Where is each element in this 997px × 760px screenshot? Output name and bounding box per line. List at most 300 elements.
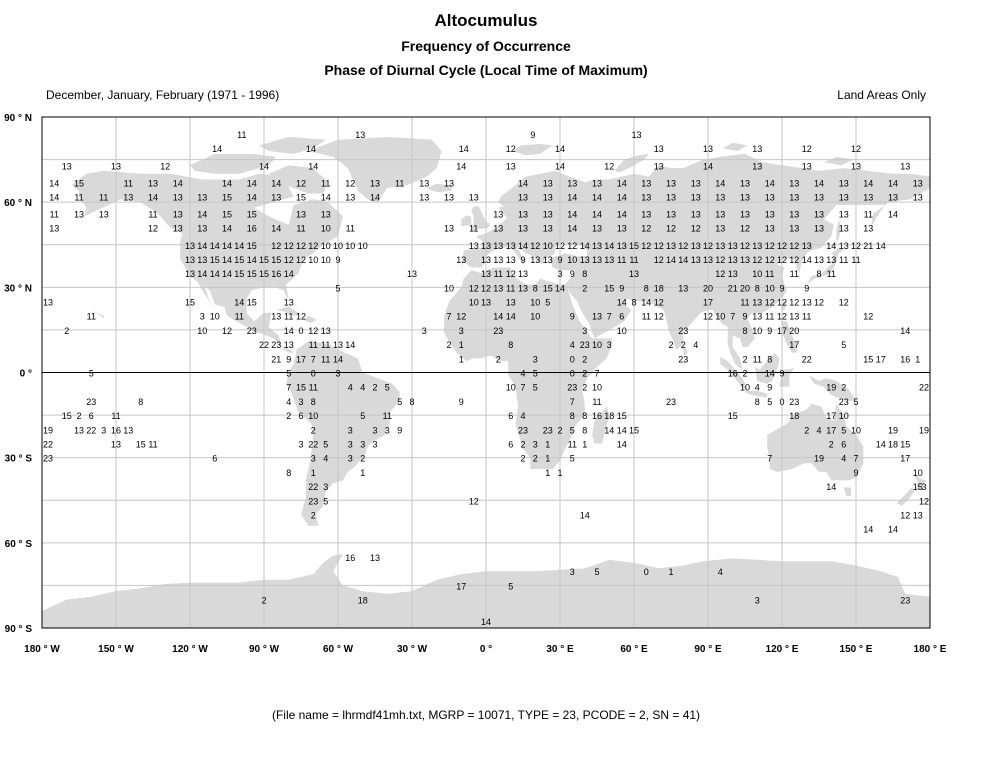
phase-value: 13 <box>123 425 134 436</box>
phase-value: 13 <box>197 254 208 265</box>
phase-value: 3 <box>298 439 304 450</box>
phase-value: 9 <box>767 382 773 393</box>
phase-value: 15 <box>271 254 282 265</box>
phase-value: 12 <box>160 161 171 172</box>
phase-value: 2 <box>76 411 82 422</box>
phase-value: 13 <box>912 178 923 189</box>
longitude-label: 90 ° W <box>248 644 280 655</box>
phase-value: 13 <box>863 192 874 203</box>
phase-value: 22 <box>86 425 97 436</box>
phase-value: 11 <box>321 178 331 189</box>
phase-value: 3 <box>557 269 563 280</box>
phase-value: 14 <box>616 192 627 203</box>
chart-subtitle-frequency: Frequency of Occurrence <box>401 38 571 54</box>
phase-value: 5 <box>767 396 773 407</box>
phase-value: 3 <box>310 453 316 464</box>
phase-value: 13 <box>591 223 603 234</box>
phase-value: 12 <box>918 496 930 507</box>
phase-value: 13 <box>443 223 455 234</box>
phase-value: 13 <box>480 254 492 265</box>
latitude-label: 0 ° <box>19 368 32 380</box>
phase-value: 13 <box>789 209 800 220</box>
phase-value: 0 <box>298 325 304 336</box>
phase-value: 13 <box>517 209 529 220</box>
phase-value: 12 <box>850 240 862 251</box>
phase-value: 2 <box>310 510 316 521</box>
phase-value: 13 <box>517 283 529 294</box>
phase-value: 12 <box>641 223 652 234</box>
phase-value: 17 <box>456 581 467 592</box>
phase-value: 14 <box>801 254 812 265</box>
phase-value: 8 <box>767 354 773 365</box>
phase-value: 13 <box>764 192 775 203</box>
phase-value: 13 <box>197 192 208 203</box>
phase-value: 13 <box>369 553 381 563</box>
phase-value: 12 <box>764 297 775 308</box>
phase-value: 16 <box>727 368 738 379</box>
longitude-label: 90 ° E <box>694 644 722 655</box>
phase-value: 22 <box>42 439 54 450</box>
phase-value: 9 <box>742 311 748 322</box>
phase-value: 13 <box>838 192 849 203</box>
phase-value: 3 <box>532 439 538 450</box>
phase-value: 18 <box>653 283 664 294</box>
phase-value: 12 <box>295 240 307 251</box>
phase-value: 11 <box>148 209 158 220</box>
phase-value: 10 <box>332 240 344 251</box>
phase-value: 10 <box>739 382 751 393</box>
phase-value: 15 <box>628 240 640 251</box>
phase-value: 20 <box>702 283 714 294</box>
phase-value: 15 <box>258 254 270 265</box>
longitude-label: 150 ° E <box>839 644 873 655</box>
phase-value: 14 <box>875 439 886 450</box>
phase-value: 13 <box>493 254 504 265</box>
phase-value: 7 <box>520 382 526 393</box>
phase-value: 12 <box>863 311 874 322</box>
phase-value: 5 <box>88 368 94 379</box>
phase-value: 13 <box>752 144 763 155</box>
phase-value: 13 <box>631 130 642 140</box>
phase-value: 12 <box>295 178 307 189</box>
phase-value: 13 <box>838 240 849 251</box>
phase-value: 2 <box>360 453 366 464</box>
phase-value: 13 <box>789 178 800 189</box>
phase-value: 11 <box>839 254 849 265</box>
phase-value: 20 <box>739 283 751 294</box>
phase-value: 13 <box>838 178 849 189</box>
phase-value: 13 <box>641 178 652 189</box>
phase-value: 11 <box>284 311 294 322</box>
phase-value: 13 <box>73 425 85 436</box>
phase-value: 11 <box>740 297 750 308</box>
phase-value: 2 <box>680 340 686 351</box>
phase-value: 13 <box>690 240 701 251</box>
phase-value: 14 <box>517 240 529 251</box>
phase-value: 14 <box>49 178 60 189</box>
phase-value: 4 <box>286 396 292 407</box>
phase-value: 7 <box>286 382 292 393</box>
phase-value: 13 <box>739 192 751 203</box>
phase-value: 11 <box>99 192 109 203</box>
phase-value: 14 <box>665 254 677 265</box>
phase-value: 14 <box>283 325 294 336</box>
phase-value: 13 <box>542 223 553 234</box>
phase-value: 13 <box>653 161 664 172</box>
phase-value: 14 <box>212 144 223 155</box>
phase-value: 4 <box>520 368 526 379</box>
phase-value: 10 <box>345 240 356 251</box>
phase-value: 13 <box>332 340 344 351</box>
phase-value: 0 <box>643 567 649 578</box>
phase-value: 17 <box>789 340 800 351</box>
phase-value: 13 <box>579 254 590 265</box>
phase-value: 12 <box>295 311 307 322</box>
phase-value: 21 <box>727 283 738 294</box>
phase-value: 23 <box>246 325 257 336</box>
phase-value: 13 <box>172 209 183 220</box>
phase-value: 6 <box>508 439 514 450</box>
phase-value: 1 <box>458 354 464 365</box>
phase-value: 13 <box>838 209 849 220</box>
phase-value: 7 <box>767 453 773 464</box>
phase-value: 13 <box>764 209 775 220</box>
phase-value: 2 <box>446 340 452 351</box>
phase-value: 12 <box>900 510 911 521</box>
phase-value: 14 <box>554 161 566 172</box>
phase-value: 1 <box>668 567 674 578</box>
phase-value: 4 <box>347 382 353 393</box>
phase-value: 12 <box>665 223 677 234</box>
phase-value: 15 <box>73 178 85 189</box>
phase-value: 2 <box>286 411 292 422</box>
phase-value: 14 <box>517 178 529 189</box>
phase-value: 13 <box>604 254 615 265</box>
phase-value: 14 <box>604 240 615 251</box>
phase-value: 11 <box>851 254 861 265</box>
phase-value: 14 <box>863 524 874 535</box>
phase-value: 15 <box>628 425 640 436</box>
phase-value: 10 <box>838 411 849 422</box>
phase-value: 13 <box>715 192 726 203</box>
phase-value: 16 <box>246 223 257 234</box>
phase-value: 12 <box>715 254 726 265</box>
phase-value: 8 <box>631 297 637 308</box>
phase-value: 12 <box>295 254 307 265</box>
phase-value: 1 <box>545 467 551 478</box>
phase-value: 13 <box>727 269 738 280</box>
phase-value: 13 <box>739 254 751 265</box>
phase-value: 12 <box>702 311 714 322</box>
phase-value: 13 <box>345 192 356 203</box>
phase-value: 14 <box>616 178 627 189</box>
phase-value: 14 <box>591 209 603 220</box>
phase-value: 12 <box>690 223 701 234</box>
phase-value: 13 <box>813 223 825 234</box>
longitude-label: 150 ° W <box>98 644 134 655</box>
phase-value: 3 <box>384 425 390 436</box>
phase-value: 3 <box>372 439 378 450</box>
phase-value: 13 <box>110 161 122 172</box>
phase-value: 13 <box>443 178 455 189</box>
phase-value: 14 <box>641 297 652 308</box>
phase-value: 2 <box>582 283 588 294</box>
phase-value: 11 <box>826 269 836 280</box>
phase-value: 13 <box>493 223 504 234</box>
phase-value: 5 <box>532 382 538 393</box>
phase-value: 5 <box>569 453 575 464</box>
phase-value: 2 <box>557 425 563 436</box>
longitude-label: 30 ° W <box>396 644 428 655</box>
phase-value: 5 <box>841 425 847 436</box>
phase-value: 23 <box>42 453 54 464</box>
phase-value: 14 <box>813 178 825 189</box>
phase-value: 14 <box>887 209 899 220</box>
phase-value: 13 <box>616 240 627 251</box>
phase-value: 11 <box>567 439 577 450</box>
phase-value: 7 <box>853 453 859 464</box>
phase-value: 3 <box>347 425 353 436</box>
phase-value: 12 <box>468 283 479 294</box>
phase-value: 22 <box>308 482 319 493</box>
phase-value: 10 <box>752 325 763 336</box>
phase-value: 8 <box>582 425 588 436</box>
phase-value: 8 <box>286 467 292 478</box>
phase-value: 14 <box>197 269 208 280</box>
phase-value: 14 <box>332 354 344 365</box>
phase-value: 23 <box>579 340 590 351</box>
phase-value: 4 <box>569 340 575 351</box>
phase-value: 16 <box>271 269 282 280</box>
phase-value: 23 <box>567 382 578 393</box>
phase-value: 21 <box>863 240 874 251</box>
phase-value: 12 <box>505 269 516 280</box>
phase-value: 12 <box>271 240 282 251</box>
phase-value: 13 <box>271 311 282 322</box>
phase-value: 13 <box>628 269 640 280</box>
phase-value: 13 <box>752 240 763 251</box>
phase-value: 14 <box>221 240 233 251</box>
phase-value: 13 <box>789 311 800 322</box>
phase-value: 5 <box>841 340 847 351</box>
phase-value: 13 <box>739 209 751 220</box>
phase-value: 16 <box>900 354 911 365</box>
phase-value: 12 <box>838 297 849 308</box>
phase-value: 2 <box>520 439 526 450</box>
phase-value: 12 <box>554 240 566 251</box>
phase-value: 13 <box>49 223 60 234</box>
phase-value: 2 <box>64 325 70 336</box>
phase-value: 6 <box>298 411 304 422</box>
phase-value: 15 <box>727 411 738 422</box>
phase-value: 23 <box>308 496 319 507</box>
longitude-label: 120 ° W <box>172 644 208 655</box>
phase-value: 9 <box>779 283 785 294</box>
phase-value: 12 <box>283 254 294 265</box>
phase-value: 11 <box>752 354 762 365</box>
phase-value: 14 <box>283 269 294 280</box>
phase-value: 14 <box>271 223 282 234</box>
phase-value: 11 <box>592 396 602 407</box>
phase-value: 13 <box>61 161 72 172</box>
phase-value: 3 <box>360 439 366 450</box>
phase-value: 11 <box>382 411 392 422</box>
phase-value: 23 <box>678 325 689 336</box>
phase-value: 13 <box>406 269 418 280</box>
phase-value: 3 <box>199 311 205 322</box>
phase-value: 11 <box>765 269 775 280</box>
phase-value: 15 <box>616 411 627 422</box>
phase-value: 7 <box>606 311 612 322</box>
phase-value: 10 <box>850 425 862 436</box>
phase-value: 14 <box>616 439 627 450</box>
longitude-label: 0 ° <box>479 644 493 655</box>
phase-value: 13 <box>184 254 196 265</box>
land-svalbard <box>513 144 553 155</box>
phase-value: 13 <box>678 283 689 294</box>
phase-value: 13 <box>690 254 701 265</box>
phase-value: 10 <box>542 240 553 251</box>
phase-value: 12 <box>702 240 714 251</box>
phase-value: 17 <box>900 453 911 464</box>
phase-value: 5 <box>594 567 600 578</box>
phase-value: 15 <box>135 439 146 450</box>
phase-value: 14 <box>764 178 775 189</box>
phase-value: 12 <box>776 254 788 265</box>
phase-value: 12 <box>739 240 751 251</box>
phase-value: 11 <box>49 209 59 220</box>
phase-value: 5 <box>545 297 551 308</box>
phase-value: 19 <box>887 425 899 436</box>
phase-value: 13 <box>665 240 677 251</box>
phase-value: 15 <box>295 382 307 393</box>
phase-value: 12 <box>850 144 862 155</box>
latitude-label: 90 ° N <box>4 113 32 124</box>
phase-value: 14 <box>197 209 208 220</box>
phase-value: 15 <box>295 192 307 203</box>
phase-value: 17 <box>826 411 837 422</box>
phase-value: 22 <box>258 340 270 351</box>
phase-value: 2 <box>841 382 847 393</box>
phase-value: 3 <box>347 453 353 464</box>
phase-value: 11 <box>395 178 405 189</box>
phase-value: 12 <box>764 254 775 265</box>
phase-value: 13 <box>616 223 627 234</box>
phase-value: 7 <box>594 368 600 379</box>
phase-value: 15 <box>209 254 220 265</box>
phase-value: 10 <box>320 254 331 265</box>
phase-value: 14 <box>591 192 603 203</box>
phase-value: 14 <box>369 192 381 203</box>
phase-value: 11 <box>802 311 812 322</box>
phase-value: 13 <box>801 240 812 251</box>
phase-value: 13 <box>764 223 775 234</box>
phase-value: 11 <box>506 283 516 294</box>
phase-value: 7 <box>569 396 575 407</box>
phase-value: 13 <box>419 192 430 203</box>
phase-value: 14 <box>172 178 183 189</box>
phase-value: 9 <box>286 354 292 365</box>
phase-value: 13 <box>591 178 603 189</box>
phase-value: 20 <box>789 325 800 336</box>
phase-value: 11 <box>863 209 873 220</box>
phase-value: 9 <box>557 254 563 265</box>
phase-value: 9 <box>767 325 773 336</box>
phase-value: 14 <box>49 192 60 203</box>
phase-value: 5 <box>286 368 292 379</box>
phase-value: 8 <box>742 325 748 336</box>
phase-value: 8 <box>754 283 760 294</box>
phase-value: 13 <box>912 510 923 521</box>
phase-value: 5 <box>508 581 514 592</box>
phase-value: 2 <box>261 595 267 606</box>
phase-value: 6 <box>508 411 514 422</box>
phase-value: 12 <box>653 311 664 322</box>
phase-value: 5 <box>323 439 329 450</box>
phase-value: 13 <box>641 192 652 203</box>
phase-value: 12 <box>147 223 159 234</box>
phase-value: 13 <box>702 144 714 155</box>
phase-value: 14 <box>715 178 726 189</box>
longitude-label: 60 ° E <box>620 644 648 655</box>
phase-value: 11 <box>469 223 479 234</box>
phase-value: 10 <box>308 254 319 265</box>
phase-value: 7 <box>446 311 452 322</box>
phase-value: 15 <box>221 192 233 203</box>
phase-value: 13 <box>752 161 763 172</box>
phase-value: 14 <box>887 178 899 189</box>
phase-value: 13 <box>690 192 701 203</box>
phase-value: 9 <box>779 368 785 379</box>
phase-value: 14 <box>900 325 911 336</box>
phase-value: 14 <box>554 144 566 155</box>
phase-value: 16 <box>591 411 603 422</box>
phase-value: 22 <box>308 439 319 450</box>
phase-value: 12 <box>789 297 800 308</box>
phase-value: 15 <box>863 354 874 365</box>
phase-value: 14 <box>258 161 270 172</box>
phase-value: 14 <box>875 240 886 251</box>
phase-value: 12 <box>653 254 664 265</box>
latitude-label: 30 ° S <box>4 453 32 465</box>
latitude-label: 60 ° S <box>4 538 32 550</box>
phase-value: 13 <box>283 297 294 308</box>
phase-value: 11 <box>321 354 331 365</box>
phase-value: 13 <box>850 161 862 172</box>
phase-value: 0 <box>779 396 785 407</box>
land-japan <box>807 248 844 285</box>
phase-value: 18 <box>887 439 899 450</box>
phase-value: 4 <box>816 425 822 436</box>
phase-value: 6 <box>841 439 847 450</box>
phase-value: 18 <box>789 411 800 422</box>
phase-value: 10 <box>320 223 331 234</box>
phase-value: 5 <box>853 396 859 407</box>
phase-value: 13 <box>801 297 812 308</box>
phase-value: 1 <box>310 467 316 478</box>
phase-value: 17 <box>826 425 837 436</box>
phase-value: 5 <box>323 496 329 507</box>
phase-value: 10 <box>764 283 775 294</box>
phase-value: 13 <box>591 254 603 265</box>
phase-value: 13 <box>813 192 825 203</box>
phase-value: 17 <box>295 354 307 365</box>
phase-value: 23 <box>542 425 553 436</box>
phase-value: 13 <box>456 254 467 265</box>
phase-value: 9 <box>335 254 341 265</box>
phase-value: 13 <box>42 297 54 308</box>
phase-value: 5 <box>360 411 366 422</box>
